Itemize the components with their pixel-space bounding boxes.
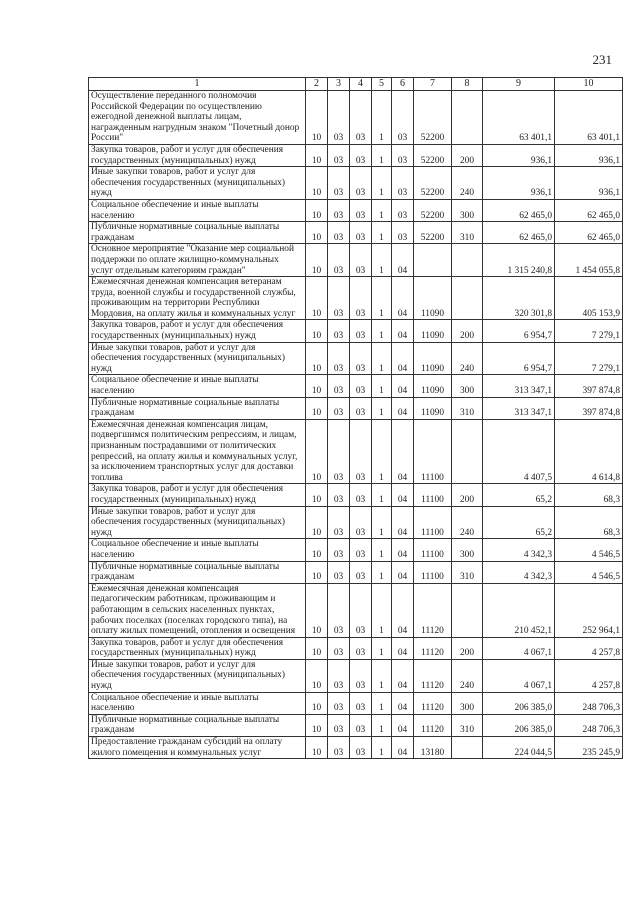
table-row bbox=[89, 539, 623, 561]
row-value-cell: 4 546,5 bbox=[555, 539, 623, 561]
table-row bbox=[89, 244, 623, 277]
row-value-cell: 03 bbox=[350, 342, 372, 375]
row-value-cell: 1 bbox=[372, 167, 392, 200]
row-value-cell: 03 bbox=[392, 222, 414, 244]
row-value-cell: 03 bbox=[328, 737, 350, 759]
row-value-cell: 11120 bbox=[414, 637, 452, 659]
row-value-cell: 1 bbox=[372, 659, 392, 692]
row-value-cell: 04 bbox=[392, 659, 414, 692]
row-value-cell: 6 954,7 bbox=[483, 342, 555, 375]
row-value-cell: 10 bbox=[306, 583, 328, 637]
row-value-cell: 03 bbox=[328, 419, 350, 484]
row-value-cell: 310 bbox=[452, 561, 483, 583]
row-value-cell: 03 bbox=[350, 484, 372, 506]
row-value-cell: 04 bbox=[392, 419, 414, 484]
row-value-cell: 63 401,1 bbox=[483, 91, 555, 145]
row-value-cell: 10 bbox=[306, 199, 328, 221]
row-value-cell: 200 bbox=[452, 637, 483, 659]
row-value-cell: 03 bbox=[392, 199, 414, 221]
row-name-cell: Иные закупки товаров, работ и услуг для обеспечения государственных (муниципальных) нужд bbox=[89, 167, 306, 200]
row-value-cell: 1 bbox=[372, 144, 392, 166]
row-name-cell: Социальное обеспечение и иные выплаты населению bbox=[89, 199, 306, 221]
row-value-cell: 13180 bbox=[414, 737, 452, 759]
row-value-cell: 03 bbox=[350, 222, 372, 244]
row-value-cell: 03 bbox=[350, 539, 372, 561]
row-value-cell: 03 bbox=[350, 320, 372, 342]
row-value-cell: 03 bbox=[328, 659, 350, 692]
table-row bbox=[89, 506, 623, 539]
row-value-cell: 68,3 bbox=[555, 506, 623, 539]
row-value-cell: 04 bbox=[392, 637, 414, 659]
row-value-cell: 1 bbox=[372, 714, 392, 736]
row-value-cell: 03 bbox=[350, 244, 372, 277]
row-value-cell: 03 bbox=[328, 277, 350, 320]
row-value-cell: 4 067,1 bbox=[483, 637, 555, 659]
row-value-cell: 04 bbox=[392, 561, 414, 583]
row-value-cell: 300 bbox=[452, 199, 483, 221]
table-row bbox=[89, 91, 623, 145]
row-value-cell: 03 bbox=[328, 144, 350, 166]
row-name-cell: Иные закупки товаров, работ и услуг для обеспечения государственных (муниципальных) нужд bbox=[89, 342, 306, 375]
row-value-cell: 1 bbox=[372, 583, 392, 637]
column-header: 8 bbox=[452, 78, 483, 91]
row-value-cell: 1 315 240,8 bbox=[483, 244, 555, 277]
row-value-cell: 11120 bbox=[414, 692, 452, 714]
row-value-cell: 52200 bbox=[414, 144, 452, 166]
row-value-cell: 62 465,0 bbox=[483, 199, 555, 221]
row-value-cell: 03 bbox=[392, 144, 414, 166]
column-header: 7 bbox=[414, 78, 452, 91]
page-number: 231 bbox=[592, 52, 612, 67]
row-value-cell: 1 bbox=[372, 320, 392, 342]
row-value-cell: 03 bbox=[350, 199, 372, 221]
row-name-cell: Основное мероприятие "Оказание мер социальной поддержки по оплате жилищно-коммунальных услуг отдельным категориям граждан" bbox=[89, 244, 306, 277]
row-name-cell: Иные закупки товаров, работ и услуг для обеспечения государственных (муниципальных) нужд bbox=[89, 506, 306, 539]
row-name-cell: Предоставление гражданам субсидий на оплату жилого помещения и коммунальных услуг bbox=[89, 737, 306, 759]
row-value-cell: 1 bbox=[372, 222, 392, 244]
row-value-cell bbox=[452, 419, 483, 484]
row-value-cell: 04 bbox=[392, 244, 414, 277]
row-value-cell: 4 257,8 bbox=[555, 637, 623, 659]
row-value-cell: 310 bbox=[452, 397, 483, 419]
row-value-cell: 03 bbox=[350, 737, 372, 759]
row-value-cell: 10 bbox=[306, 222, 328, 244]
table-row bbox=[89, 637, 623, 659]
row-value-cell: 1 bbox=[372, 539, 392, 561]
row-value-cell: 300 bbox=[452, 692, 483, 714]
column-header: 9 bbox=[483, 78, 555, 91]
row-value-cell: 11090 bbox=[414, 375, 452, 397]
column-header: 4 bbox=[350, 78, 372, 91]
row-value-cell: 4 546,5 bbox=[555, 561, 623, 583]
table-row bbox=[89, 561, 623, 583]
column-header: 6 bbox=[392, 78, 414, 91]
row-value-cell: 313 347,1 bbox=[483, 375, 555, 397]
row-value-cell: 03 bbox=[328, 222, 350, 244]
row-value-cell: 04 bbox=[392, 342, 414, 375]
row-value-cell: 10 bbox=[306, 167, 328, 200]
row-value-cell: 936,1 bbox=[555, 167, 623, 200]
row-value-cell: 1 bbox=[372, 419, 392, 484]
row-name-cell: Закупка товаров, работ и услуг для обеспечения государственных (муниципальных) нужд bbox=[89, 144, 306, 166]
row-value-cell: 03 bbox=[328, 583, 350, 637]
table-row bbox=[89, 737, 623, 759]
row-value-cell: 52200 bbox=[414, 167, 452, 200]
row-value-cell: 65,2 bbox=[483, 484, 555, 506]
row-value-cell: 300 bbox=[452, 539, 483, 561]
row-value-cell: 04 bbox=[392, 714, 414, 736]
row-value-cell: 240 bbox=[452, 342, 483, 375]
row-value-cell: 1 bbox=[372, 506, 392, 539]
row-name-cell: Ежемесячная денежная компенсация педагогическим работникам, проживающим и работающим в сельских населенных пунктах, рабочих поселках (поселках городского типа), на оплату жилых помещений, отопления и освещения bbox=[89, 583, 306, 637]
row-value-cell: 936,1 bbox=[555, 144, 623, 166]
row-value-cell: 11100 bbox=[414, 539, 452, 561]
row-value-cell: 04 bbox=[392, 375, 414, 397]
row-value-cell bbox=[452, 583, 483, 637]
row-value-cell: 310 bbox=[452, 222, 483, 244]
row-value-cell: 10 bbox=[306, 484, 328, 506]
row-value-cell: 1 bbox=[372, 397, 392, 419]
row-value-cell: 4 614,8 bbox=[555, 419, 623, 484]
table-row bbox=[89, 342, 623, 375]
row-value-cell: 04 bbox=[392, 277, 414, 320]
row-value-cell: 04 bbox=[392, 506, 414, 539]
table-row bbox=[89, 692, 623, 714]
row-value-cell: 1 bbox=[372, 561, 392, 583]
row-value-cell: 03 bbox=[328, 397, 350, 419]
row-value-cell: 4 067,1 bbox=[483, 659, 555, 692]
row-value-cell: 03 bbox=[328, 506, 350, 539]
budget-table bbox=[88, 77, 623, 759]
row-value-cell: 11090 bbox=[414, 277, 452, 320]
row-value-cell: 7 279,1 bbox=[555, 320, 623, 342]
row-value-cell: 1 bbox=[372, 737, 392, 759]
row-value-cell: 03 bbox=[350, 397, 372, 419]
row-value-cell: 03 bbox=[350, 419, 372, 484]
row-value-cell: 320 301,8 bbox=[483, 277, 555, 320]
row-value-cell: 10 bbox=[306, 244, 328, 277]
table-row bbox=[89, 222, 623, 244]
row-name-cell: Социальное обеспечение и иные выплаты населению bbox=[89, 375, 306, 397]
row-value-cell: 52200 bbox=[414, 222, 452, 244]
table-row bbox=[89, 167, 623, 200]
row-value-cell: 03 bbox=[392, 167, 414, 200]
row-name-cell: Иные закупки товаров, работ и услуг для обеспечения государственных (муниципальных) нужд bbox=[89, 659, 306, 692]
row-value-cell: 1 454 055,8 bbox=[555, 244, 623, 277]
column-header: 5 bbox=[372, 78, 392, 91]
row-value-cell: 04 bbox=[392, 737, 414, 759]
row-name-cell: Закупка товаров, работ и услуг для обеспечения государственных (муниципальных) нужд bbox=[89, 320, 306, 342]
row-value-cell: 240 bbox=[452, 506, 483, 539]
row-value-cell: 936,1 bbox=[483, 144, 555, 166]
row-value-cell: 224 044,5 bbox=[483, 737, 555, 759]
row-value-cell: 11100 bbox=[414, 506, 452, 539]
column-header: 10 bbox=[555, 78, 623, 91]
row-value-cell: 10 bbox=[306, 320, 328, 342]
row-value-cell: 1 bbox=[372, 277, 392, 320]
row-value-cell: 200 bbox=[452, 484, 483, 506]
table-row bbox=[89, 419, 623, 484]
row-value-cell: 04 bbox=[392, 583, 414, 637]
row-name-cell: Публичные нормативные социальные выплаты гражданам bbox=[89, 714, 306, 736]
row-value-cell: 10 bbox=[306, 506, 328, 539]
row-value-cell: 03 bbox=[328, 167, 350, 200]
row-value-cell: 03 bbox=[350, 659, 372, 692]
row-value-cell: 10 bbox=[306, 375, 328, 397]
row-value-cell: 252 964,1 bbox=[555, 583, 623, 637]
row-value-cell: 03 bbox=[328, 91, 350, 145]
row-value-cell: 04 bbox=[392, 539, 414, 561]
row-value-cell bbox=[452, 91, 483, 145]
row-value-cell: 03 bbox=[350, 583, 372, 637]
row-value-cell: 03 bbox=[328, 199, 350, 221]
row-value-cell: 4 342,3 bbox=[483, 561, 555, 583]
row-value-cell: 62 465,0 bbox=[483, 222, 555, 244]
row-value-cell bbox=[452, 737, 483, 759]
row-value-cell: 4 257,8 bbox=[555, 659, 623, 692]
row-value-cell: 03 bbox=[328, 484, 350, 506]
row-value-cell: 03 bbox=[392, 91, 414, 145]
row-value-cell: 03 bbox=[350, 91, 372, 145]
table-body bbox=[89, 91, 623, 759]
row-value-cell: 04 bbox=[392, 692, 414, 714]
row-value-cell bbox=[452, 244, 483, 277]
row-value-cell: 03 bbox=[350, 714, 372, 736]
row-value-cell: 1 bbox=[372, 637, 392, 659]
row-value-cell: 300 bbox=[452, 375, 483, 397]
table-row bbox=[89, 199, 623, 221]
row-value-cell: 11090 bbox=[414, 342, 452, 375]
row-name-cell: Социальное обеспечение и иные выплаты населению bbox=[89, 539, 306, 561]
row-value-cell: 03 bbox=[328, 320, 350, 342]
row-value-cell: 10 bbox=[306, 539, 328, 561]
row-value-cell: 03 bbox=[328, 637, 350, 659]
row-value-cell: 4 342,3 bbox=[483, 539, 555, 561]
row-value-cell: 200 bbox=[452, 320, 483, 342]
row-value-cell: 11090 bbox=[414, 320, 452, 342]
row-value-cell: 1 bbox=[372, 375, 392, 397]
row-value-cell: 10 bbox=[306, 659, 328, 692]
row-value-cell: 206 385,0 bbox=[483, 714, 555, 736]
row-value-cell: 936,1 bbox=[483, 167, 555, 200]
row-value-cell: 11120 bbox=[414, 659, 452, 692]
row-value-cell: 03 bbox=[350, 144, 372, 166]
row-value-cell: 03 bbox=[328, 342, 350, 375]
row-value-cell: 206 385,0 bbox=[483, 692, 555, 714]
row-value-cell: 397 874,8 bbox=[555, 397, 623, 419]
row-value-cell: 04 bbox=[392, 397, 414, 419]
row-name-cell: Публичные нормативные социальные выплаты гражданам bbox=[89, 222, 306, 244]
row-value-cell: 03 bbox=[328, 539, 350, 561]
row-value-cell: 10 bbox=[306, 737, 328, 759]
row-name-cell: Социальное обеспечение и иные выплаты населению bbox=[89, 692, 306, 714]
row-value-cell: 7 279,1 bbox=[555, 342, 623, 375]
row-value-cell: 11120 bbox=[414, 583, 452, 637]
row-name-cell: Публичные нормативные социальные выплаты гражданам bbox=[89, 397, 306, 419]
row-value-cell: 10 bbox=[306, 277, 328, 320]
row-value-cell: 03 bbox=[350, 167, 372, 200]
row-value-cell: 235 245,9 bbox=[555, 737, 623, 759]
row-value-cell: 10 bbox=[306, 144, 328, 166]
row-value-cell: 11120 bbox=[414, 714, 452, 736]
row-value-cell: 310 bbox=[452, 714, 483, 736]
row-value-cell: 1 bbox=[372, 484, 392, 506]
row-value-cell: 10 bbox=[306, 561, 328, 583]
row-value-cell: 313 347,1 bbox=[483, 397, 555, 419]
column-header: 2 bbox=[306, 78, 328, 91]
row-value-cell: 210 452,1 bbox=[483, 583, 555, 637]
row-value-cell: 10 bbox=[306, 419, 328, 484]
row-value-cell: 03 bbox=[350, 692, 372, 714]
row-name-cell: Ежемесячная денежная компенсация лицам, подвергшимся политическим репрессиям, и лицам, признанным пострадавшими от политических репрессий, на оплату жилья и коммунальных услуг, за исключением транспортных услуг для доставки топлива bbox=[89, 419, 306, 484]
row-value-cell bbox=[452, 277, 483, 320]
row-value-cell: 10 bbox=[306, 397, 328, 419]
row-value-cell: 03 bbox=[350, 277, 372, 320]
row-value-cell: 03 bbox=[350, 561, 372, 583]
table-row bbox=[89, 583, 623, 637]
table-row bbox=[89, 375, 623, 397]
row-value-cell bbox=[414, 244, 452, 277]
row-value-cell: 10 bbox=[306, 692, 328, 714]
row-value-cell: 11100 bbox=[414, 561, 452, 583]
row-name-cell: Закупка товаров, работ и услуг для обеспечения государственных (муниципальных) нужд bbox=[89, 637, 306, 659]
row-value-cell: 62 465,0 bbox=[555, 199, 623, 221]
column-header: 1 bbox=[89, 78, 306, 91]
row-value-cell: 10 bbox=[306, 91, 328, 145]
row-value-cell: 03 bbox=[350, 637, 372, 659]
row-value-cell: 1 bbox=[372, 91, 392, 145]
table-row bbox=[89, 320, 623, 342]
row-name-cell: Осуществление переданного полномочия Российской Федерации по осуществлению ежегодной денежной выплаты лицам, награжденным нагрудным знаком "Почетный донор России" bbox=[89, 91, 306, 145]
row-value-cell: 62 465,0 bbox=[555, 222, 623, 244]
row-value-cell: 248 706,3 bbox=[555, 692, 623, 714]
row-value-cell: 65,2 bbox=[483, 506, 555, 539]
table-row bbox=[89, 484, 623, 506]
row-name-cell: Публичные нормативные социальные выплаты гражданам bbox=[89, 561, 306, 583]
row-value-cell: 11100 bbox=[414, 484, 452, 506]
row-value-cell: 03 bbox=[328, 375, 350, 397]
table-row bbox=[89, 659, 623, 692]
row-value-cell: 248 706,3 bbox=[555, 714, 623, 736]
row-value-cell: 68,3 bbox=[555, 484, 623, 506]
table-row bbox=[89, 714, 623, 736]
row-value-cell: 03 bbox=[328, 692, 350, 714]
row-value-cell: 52200 bbox=[414, 91, 452, 145]
row-value-cell: 10 bbox=[306, 342, 328, 375]
table-row bbox=[89, 397, 623, 419]
row-value-cell: 397 874,8 bbox=[555, 375, 623, 397]
row-value-cell: 1 bbox=[372, 692, 392, 714]
row-value-cell: 04 bbox=[392, 320, 414, 342]
table-row bbox=[89, 277, 623, 320]
row-value-cell: 1 bbox=[372, 199, 392, 221]
row-value-cell: 03 bbox=[350, 375, 372, 397]
row-name-cell: Ежемесячная денежная компенсация ветеранам труда, военной службы и государственной службы, проживающим на территории Республики Мордовия, на оплату жилья и коммунальных услуг bbox=[89, 277, 306, 320]
header-row bbox=[89, 78, 623, 91]
row-value-cell: 03 bbox=[328, 561, 350, 583]
row-value-cell: 03 bbox=[350, 506, 372, 539]
row-value-cell: 1 bbox=[372, 244, 392, 277]
row-value-cell: 240 bbox=[452, 167, 483, 200]
row-value-cell: 04 bbox=[392, 484, 414, 506]
row-value-cell: 63 401,1 bbox=[555, 91, 623, 145]
row-value-cell: 10 bbox=[306, 714, 328, 736]
row-value-cell: 11100 bbox=[414, 419, 452, 484]
column-header: 3 bbox=[328, 78, 350, 91]
table-row bbox=[89, 144, 623, 166]
row-value-cell: 10 bbox=[306, 637, 328, 659]
row-value-cell: 11090 bbox=[414, 397, 452, 419]
row-value-cell: 200 bbox=[452, 144, 483, 166]
row-name-cell: Закупка товаров, работ и услуг для обеспечения государственных (муниципальных) нужд bbox=[89, 484, 306, 506]
row-value-cell: 240 bbox=[452, 659, 483, 692]
row-value-cell: 6 954,7 bbox=[483, 320, 555, 342]
row-value-cell: 03 bbox=[328, 714, 350, 736]
row-value-cell: 03 bbox=[328, 244, 350, 277]
row-value-cell: 1 bbox=[372, 342, 392, 375]
row-value-cell: 52200 bbox=[414, 199, 452, 221]
row-value-cell: 405 153,9 bbox=[555, 277, 623, 320]
row-value-cell: 4 407,5 bbox=[483, 419, 555, 484]
